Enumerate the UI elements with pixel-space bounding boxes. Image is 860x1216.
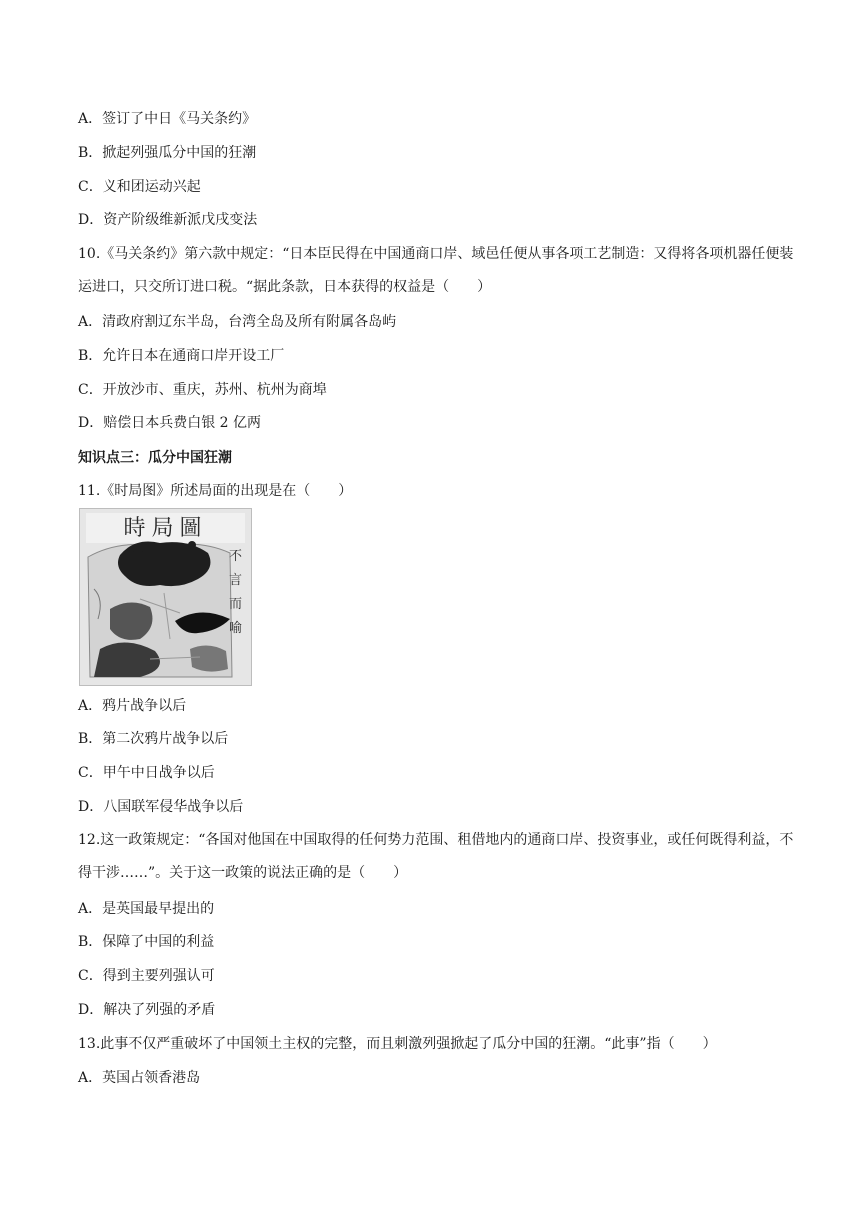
- q11-stem: 11.《时局图》所述局面的出现是在（ ）: [78, 483, 353, 499]
- section-heading: 知识点三：瓜分中国狂潮: [78, 450, 232, 466]
- q11-option-a: A．鸦片战争以后: [78, 698, 187, 714]
- q10-option-d: D．赔偿日本兵费白银 2 亿两: [78, 415, 262, 431]
- q12-stem: 12.这一政策规定：“各国对他国在中国取得的任何势力范围、租借地内的通商口岸、投资事业，或任何既得利益，不得干涉……”。关于这一政策的说法正确的是（ ）: [78, 832, 794, 881]
- q9-option-a: A．签订了中日《马关条约》: [78, 111, 257, 127]
- q9-option-d: D．资产阶级维新派戊戌变法: [78, 212, 258, 228]
- q13-stem: 13.此事不仅严重破坏了中国领土主权的完整，而且刺激列强掀起了瓜分中国的狂潮。“此事”指（ ）: [78, 1036, 717, 1052]
- q10-option-a: A．清政府割辽东半岛，台湾全岛及所有附属各岛屿: [78, 314, 397, 330]
- q12-option-a: A．是英国最早提出的: [78, 901, 215, 917]
- q12-option-b: B．保障了中国的利益: [78, 934, 215, 950]
- q10-stem: 10.《马关条约》第六款中规定：“日本臣民得在中国通商口岸、域邑任便从事各项工艺制造：又得将各项机器任便装运进口，只交所订进口税。“据此条款，日本获得的权益是（ ）: [78, 246, 794, 295]
- q9-option-b: B．掀起列强瓜分中国的狂潮: [78, 145, 257, 161]
- q12-option-d: D．解决了列强的矛盾: [78, 1002, 216, 1018]
- q10-option-b: B．允许日本在通商口岸开设工厂: [78, 348, 285, 364]
- q9-option-c: C．义和团运动兴起: [78, 179, 201, 195]
- q12-option-c: C．得到主要列强认可: [78, 968, 215, 984]
- cartoon-side-text: 不言而喻: [229, 549, 243, 636]
- q10-option-c: C．开放沙市、重庆，苏州、杭州为商埠: [78, 382, 327, 398]
- q11-option-b: B．第二次鸦片战争以后: [78, 731, 229, 747]
- q11-option-c: C．甲午中日战争以后: [78, 765, 215, 781]
- cartoon-title: 時局圖: [123, 516, 208, 541]
- shiju-tu-cartoon-image: [79, 508, 252, 686]
- q13-option-a: A．英国占领香港岛: [78, 1070, 201, 1086]
- q11-option-d: D．八国联军侵华战争以后: [78, 799, 244, 815]
